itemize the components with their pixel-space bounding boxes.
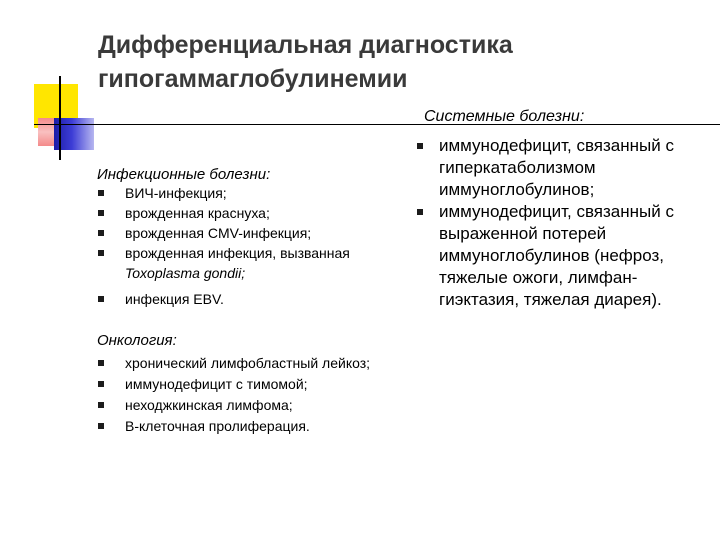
square-bullet-icon xyxy=(98,381,104,387)
square-bullet-icon xyxy=(98,402,104,408)
square-bullet-icon xyxy=(98,250,104,256)
oncology-heading: Онкология: xyxy=(97,332,177,349)
decor-vertical-line xyxy=(59,76,61,160)
square-bullet-icon xyxy=(417,143,423,149)
list-item xyxy=(97,243,397,283)
list-item-text: неходжкинская лимфома; xyxy=(125,397,293,413)
list-item xyxy=(415,201,710,311)
oncology-list xyxy=(97,354,377,438)
list-item-text: иммунодефицит, связанный с выраженной потерей иммуноглобулинов (нефроз, тяжелые ожоги, лимфан-гиэктазия, тяжелая диарея). xyxy=(439,202,674,309)
list-item-text: врожденная краснуха; xyxy=(125,205,270,221)
list-item-text: ВИЧ-инфекция; xyxy=(125,185,227,201)
square-bullet-icon xyxy=(98,296,104,302)
list-item xyxy=(97,375,377,393)
list-item-italic-text: Toxoplasma gondii; xyxy=(125,265,246,281)
systemic-list xyxy=(415,135,710,311)
list-item xyxy=(97,289,397,309)
list-item-text: иммунодефицит с тимомой; xyxy=(125,376,308,392)
list-item xyxy=(97,203,397,223)
list-item-text: иммунодефицит, связанный с гиперкатаболизмом иммуноглобулинов; xyxy=(439,136,674,199)
slide-title-line-2: гипогаммаглобулинемии xyxy=(98,65,408,93)
systemic-heading: Системные болезни: xyxy=(424,108,585,125)
decor-horizontal-line xyxy=(34,124,720,125)
slide-title-line-1: Дифференциальная диагностика xyxy=(98,31,513,59)
decor-red-square xyxy=(38,118,54,146)
square-bullet-icon xyxy=(98,190,104,196)
list-item xyxy=(415,135,710,201)
list-item xyxy=(97,223,397,243)
list-item-text: хронический лимфобластный лейкоз; xyxy=(125,355,371,371)
square-bullet-icon xyxy=(98,210,104,216)
infections-heading: Инфекционные болезни: xyxy=(97,166,271,183)
list-item xyxy=(97,183,397,203)
infections-list xyxy=(97,183,397,309)
square-bullet-icon xyxy=(98,423,104,429)
square-bullet-icon xyxy=(98,230,104,236)
list-item-text: В-клеточная пролиферация. xyxy=(125,418,310,434)
list-item xyxy=(97,354,377,372)
list-item-text: врожденная CMV-инфекция; xyxy=(125,225,312,241)
list-item-text: врожденная инфекция, вызванная xyxy=(125,245,350,261)
square-bullet-icon xyxy=(98,360,104,366)
square-bullet-icon xyxy=(417,209,423,215)
slide-title xyxy=(98,28,513,96)
list-item xyxy=(97,396,377,414)
list-item xyxy=(97,417,377,435)
list-item-text: инфекция EBV. xyxy=(125,291,224,307)
